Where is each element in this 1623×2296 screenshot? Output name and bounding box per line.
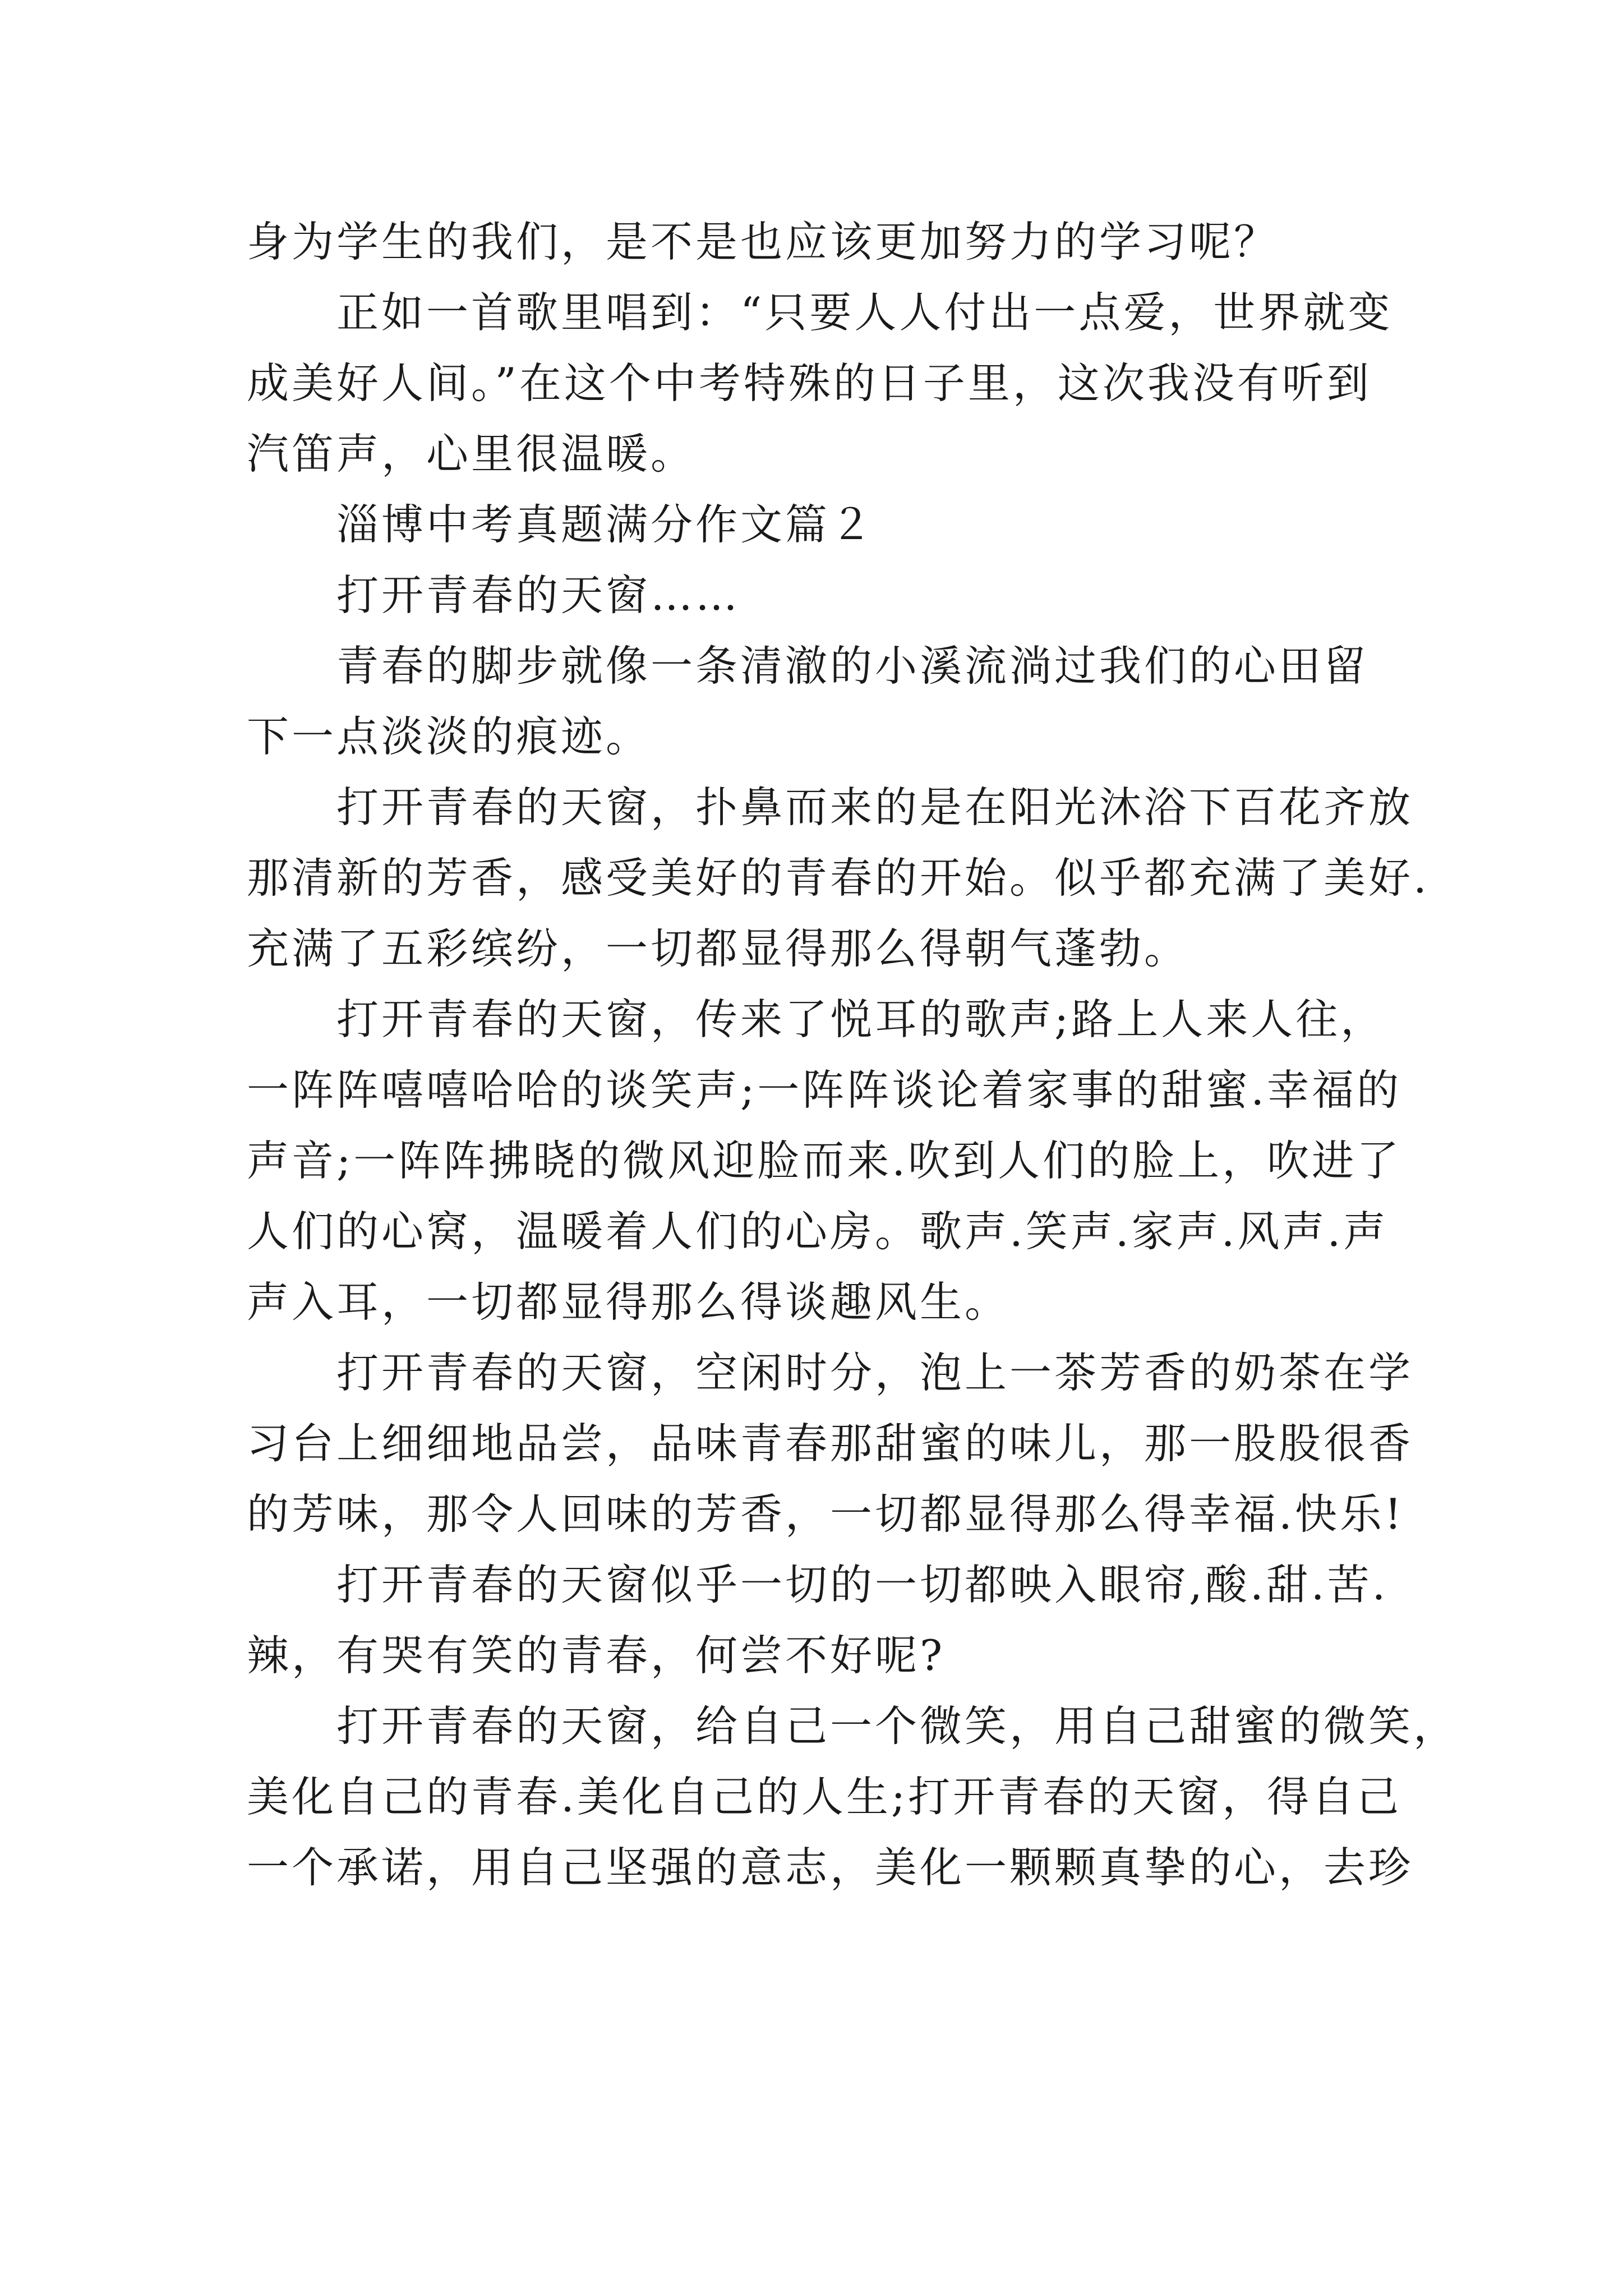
text-line: 人们的心窝，温暖着人们的心房。歌声.笑声.家声.风声.声 (247, 1207, 1389, 1256)
section-heading: 淄博中考真题满分作文篇２ (336, 500, 875, 549)
text-line: 辣，有哭有笑的青春，何尝不好呢? (247, 1631, 946, 1680)
text-line: 汽笛声，心里很温暖。 (247, 429, 696, 478)
document-body (247, 206, 1459, 1903)
text-line: 的芳味，那令人回味的芳香，一切都显得那么得幸福.快乐! (247, 1489, 1404, 1539)
text-line: 充满了五彩缤纷，一切都显得那么得朝气蓬勃。 (247, 924, 1189, 973)
text-line: 打开青春的天窗，传来了悦耳的歌声;路上人来人往， (336, 995, 1386, 1044)
text-line: 一阵阵嘻嘻哈哈的谈笑声;一阵阵谈论着家事的甜蜜.幸福的 (247, 1065, 1402, 1115)
text-line: 青春的脚步就像一条清澈的小溪流淌过我们的心田留 (336, 641, 1369, 691)
text-line: 打开青春的天窗，空闲时分，泡上一茶芳香的奶茶在学 (336, 1348, 1414, 1397)
text-line: 声入耳，一切都显得那么得谈趣风生。 (247, 1277, 1010, 1327)
text-line: 打开青春的天窗，给自己一个微笑，用自己甜蜜的微笑， (336, 1701, 1459, 1751)
text-line: 身为学生的我们，是不是也应该更加努力的学习呢？ (247, 217, 1279, 266)
text-line: 美化自己的青春.美化自己的人生;打开青春的天窗，得自己 (247, 1772, 1402, 1821)
text-line: 习台上细细地品尝，品味青春那甜蜜的味儿，那一股股很香 (247, 1419, 1414, 1468)
text-line: 打开青春的天窗似乎一切的一切都映入眼帘,酸.甜.苦. (336, 1560, 1389, 1609)
text-line: 那清新的芳香，感受美好的青春的开始。似乎都充满了美好. (247, 853, 1430, 903)
text-line: 正如一首歌里唱到：“只要人人付出一点爱，世界就变 (336, 288, 1393, 337)
text-line: 打开青春的天窗，扑鼻而来的是在阳光沐浴下百花齐放 (336, 783, 1414, 832)
text-line: 声音;一阵阵拂晓的微风迎脸而来.吹到人们的脸上，吹进了 (247, 1136, 1402, 1185)
text-line: 成美好人间。”在这个中考特殊的日子里，这次我没有听到 (247, 358, 1372, 408)
text-line: 下一点淡淡的痕迹。 (247, 712, 651, 761)
text-line: 一个承诺，用自己坚强的意志，美化一颗颗真挚的心，去珍 (247, 1843, 1414, 1892)
essay-title: 打开青春的天窗…… (336, 570, 741, 620)
